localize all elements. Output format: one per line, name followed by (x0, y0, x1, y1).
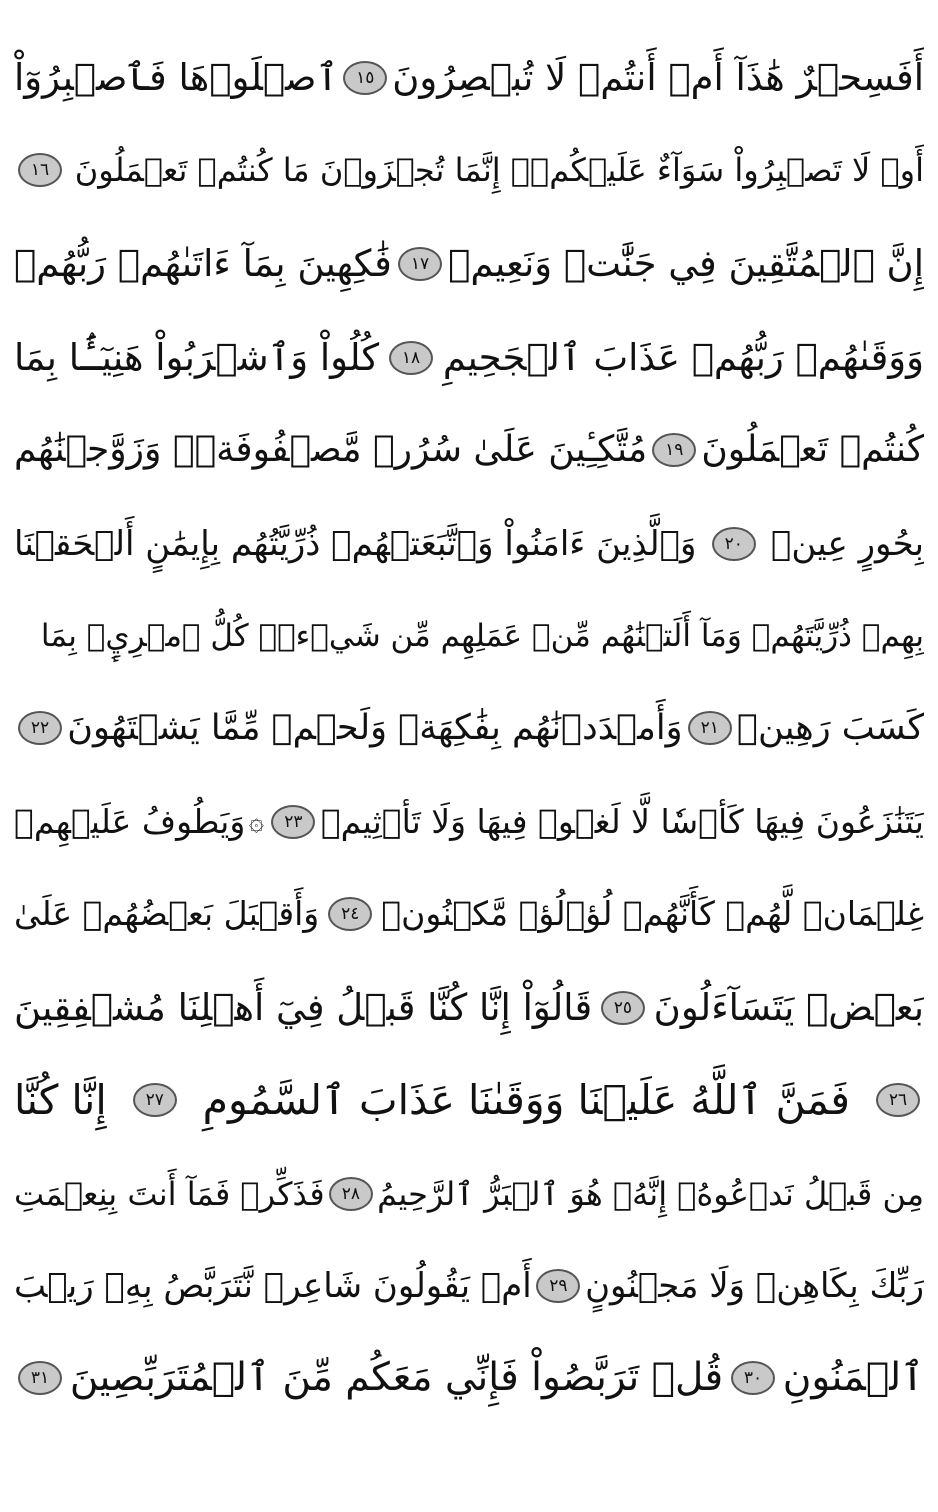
verse-text: قَالُوٓاْ إِنَّا كُنَّا قَبۡلُ فِيٓ أَهۡلِنَا مُشۡفِقِينَ (14, 986, 593, 1029)
verse-text: وَأَمۡدَدۡنَٰهُم بِفَٰكِهَةٖ وَلَحۡمٖ مِّمَّا يَشۡتَهُونَ (67, 708, 683, 748)
text-line (14, 408, 924, 492)
verse-text: مُتَّكِـِٔينَ عَلَىٰ سُرُرٖ مَّصۡفُوفَةٖۖ وَزَوَّجۡنَٰهُم (14, 429, 648, 470)
ayah-number-marker: ٢٥ (601, 991, 645, 1025)
ayah-number-marker: ١٨ (389, 341, 433, 375)
verse-text: ٱصۡلَوۡهَا فَٱصۡبِرُوٓاْ (14, 56, 339, 99)
text-line (14, 686, 924, 770)
text-line (14, 1152, 924, 1236)
ayah-number-marker: ٢٨ (329, 1177, 373, 1211)
verse-text: فَذَكِّرۡ فَمَآ أَنتَ بِنِعۡمَتِ (14, 1175, 325, 1213)
text-line (14, 1058, 924, 1142)
text-line (14, 502, 924, 586)
verse-text: كَسَبَ رَهِينٞ (737, 708, 924, 748)
verse-text: أَفَسِحۡرٌ هَٰذَآ أَمۡ أَنتُمۡ لَا تُبۡصِرُونَ (392, 56, 924, 99)
ayah-number-marker: ٣١ (18, 1361, 62, 1395)
verse-text: غِلۡمَانٞ لَّهُمۡ كَأَنَّهُمۡ لُؤۡلُؤٞ مَّكۡنُونٞ (381, 894, 924, 933)
verse-text: فَمَنَّ ٱللَّهُ عَلَيۡنَا وَوَقَىٰنَا عَذَابَ ٱلسَّمُومِ (202, 1076, 851, 1124)
verse-text: وَيَطُوفُ عَلَيۡهِمۡ (14, 802, 246, 841)
verse-text: بِهِمۡ ذُرِّيَّتَهُمۡ وَمَآ أَلَتۡنَٰهُم مِّنۡ عَمَلِهِم مِّن شَيۡءٖۚ كُلُّ ٱمۡرِيِٕۭ بِمَا (40, 618, 924, 654)
text-line (14, 966, 924, 1050)
verse-text: إِنَّا كُنَّا (14, 1076, 107, 1124)
verse-text: بِحُورٍ عِينٖ (770, 524, 924, 564)
ayah-number-marker: ٢٩ (536, 1269, 580, 1303)
ayah-number-marker: ٢٧ (133, 1083, 177, 1117)
verse-text: مِن قَبۡلُ نَدۡعُوهُۖ إِنَّهُۥ هُوَ ٱلۡبَرُّ ٱلرَّحِيمُ (377, 1175, 924, 1213)
text-line (14, 872, 924, 956)
text-line (14, 222, 924, 306)
text-line (14, 316, 924, 400)
verse-text: أَوۡ لَا تَصۡبِرُواْ سَوَآءٌ عَلَيۡكُمۡۖ إِنَّمَا تُجۡزَوۡنَ مَا كُنتُمۡ تَعۡمَلُونَ (74, 151, 924, 189)
ayah-number-marker: ٢٤ (328, 897, 372, 931)
verse-text: يَتَنَٰزَعُونَ فِيهَا كَأۡسٗا لَّا لَغۡوٞ فِيهَا وَلَا تَأۡثِيمٞ (320, 802, 924, 841)
verse-text: كُنتُمۡ تَعۡمَلُونَ (701, 429, 924, 470)
text-line (14, 1336, 924, 1420)
verse-text: فَٰكِهِينَ بِمَآ ءَاتَىٰهُمۡ رَبُّهُمۡ (14, 242, 392, 285)
verse-text: إِنَّ ٱلۡمُتَّقِينَ فِي جَنَّٰتٖ وَنَعِيمٖ (448, 242, 924, 285)
verse-text: بَعۡضٖ يَتَسَآءَلُونَ (653, 986, 924, 1029)
ayah-number-marker: ١٧ (398, 247, 442, 281)
ayah-number-marker: ٢٣ (271, 805, 315, 839)
verse-text: كُلُواْ وَٱشۡرَبُواْ هَنِيٓـَٔۢا بِمَا (14, 336, 380, 379)
ayah-number-marker: ٢١ (688, 711, 732, 745)
ayah-number-marker: ٣٠ (731, 1361, 775, 1395)
text-line (14, 594, 924, 678)
ayah-number-marker: ١٥ (343, 61, 387, 95)
hizb-quarter-icon: ۞ (248, 807, 264, 837)
verse-text: وَٱلَّذِينَ ءَامَنُواْ وَٱتَّبَعَتۡهُمۡ ذُرِّيَّتُهُم بِإِيمَٰنٍ أَلۡحَقۡنَا (14, 524, 697, 564)
verse-text: ٱلۡمَنُونِ (782, 1355, 924, 1400)
ayah-number-marker: ٢٦ (876, 1083, 920, 1117)
verse-text: رَبِّكَ بِكَاهِنٖ وَلَا مَجۡنُونٍ (585, 1266, 924, 1306)
ayah-number-marker: ١٩ (652, 433, 696, 467)
text-line (14, 780, 924, 864)
verse-text: أَمۡ يَقُولُونَ شَاعِرٞ نَّتَرَبَّصُ بِهِۦ رَيۡبَ (14, 1266, 532, 1306)
text-line (14, 128, 924, 212)
ayah-number-marker: ٢٢ (18, 711, 62, 745)
verse-text: وَوَقَىٰهُمۡ رَبُّهُمۡ عَذَابَ ٱلۡجَحِيمِ (442, 336, 924, 379)
text-line (14, 1244, 924, 1328)
text-line (14, 36, 924, 120)
ayah-number-marker: ١٦ (18, 153, 62, 187)
verse-text: وَأَقۡبَلَ بَعۡضُهُمۡ عَلَىٰ (14, 894, 320, 933)
verse-text: قُلۡ تَرَبَّصُواْ فَإِنِّي مَعَكُم مِّنَ ٱلۡمُتَرَبِّصِينَ (69, 1355, 724, 1400)
ayah-number-marker: ٢٠ (712, 527, 756, 561)
